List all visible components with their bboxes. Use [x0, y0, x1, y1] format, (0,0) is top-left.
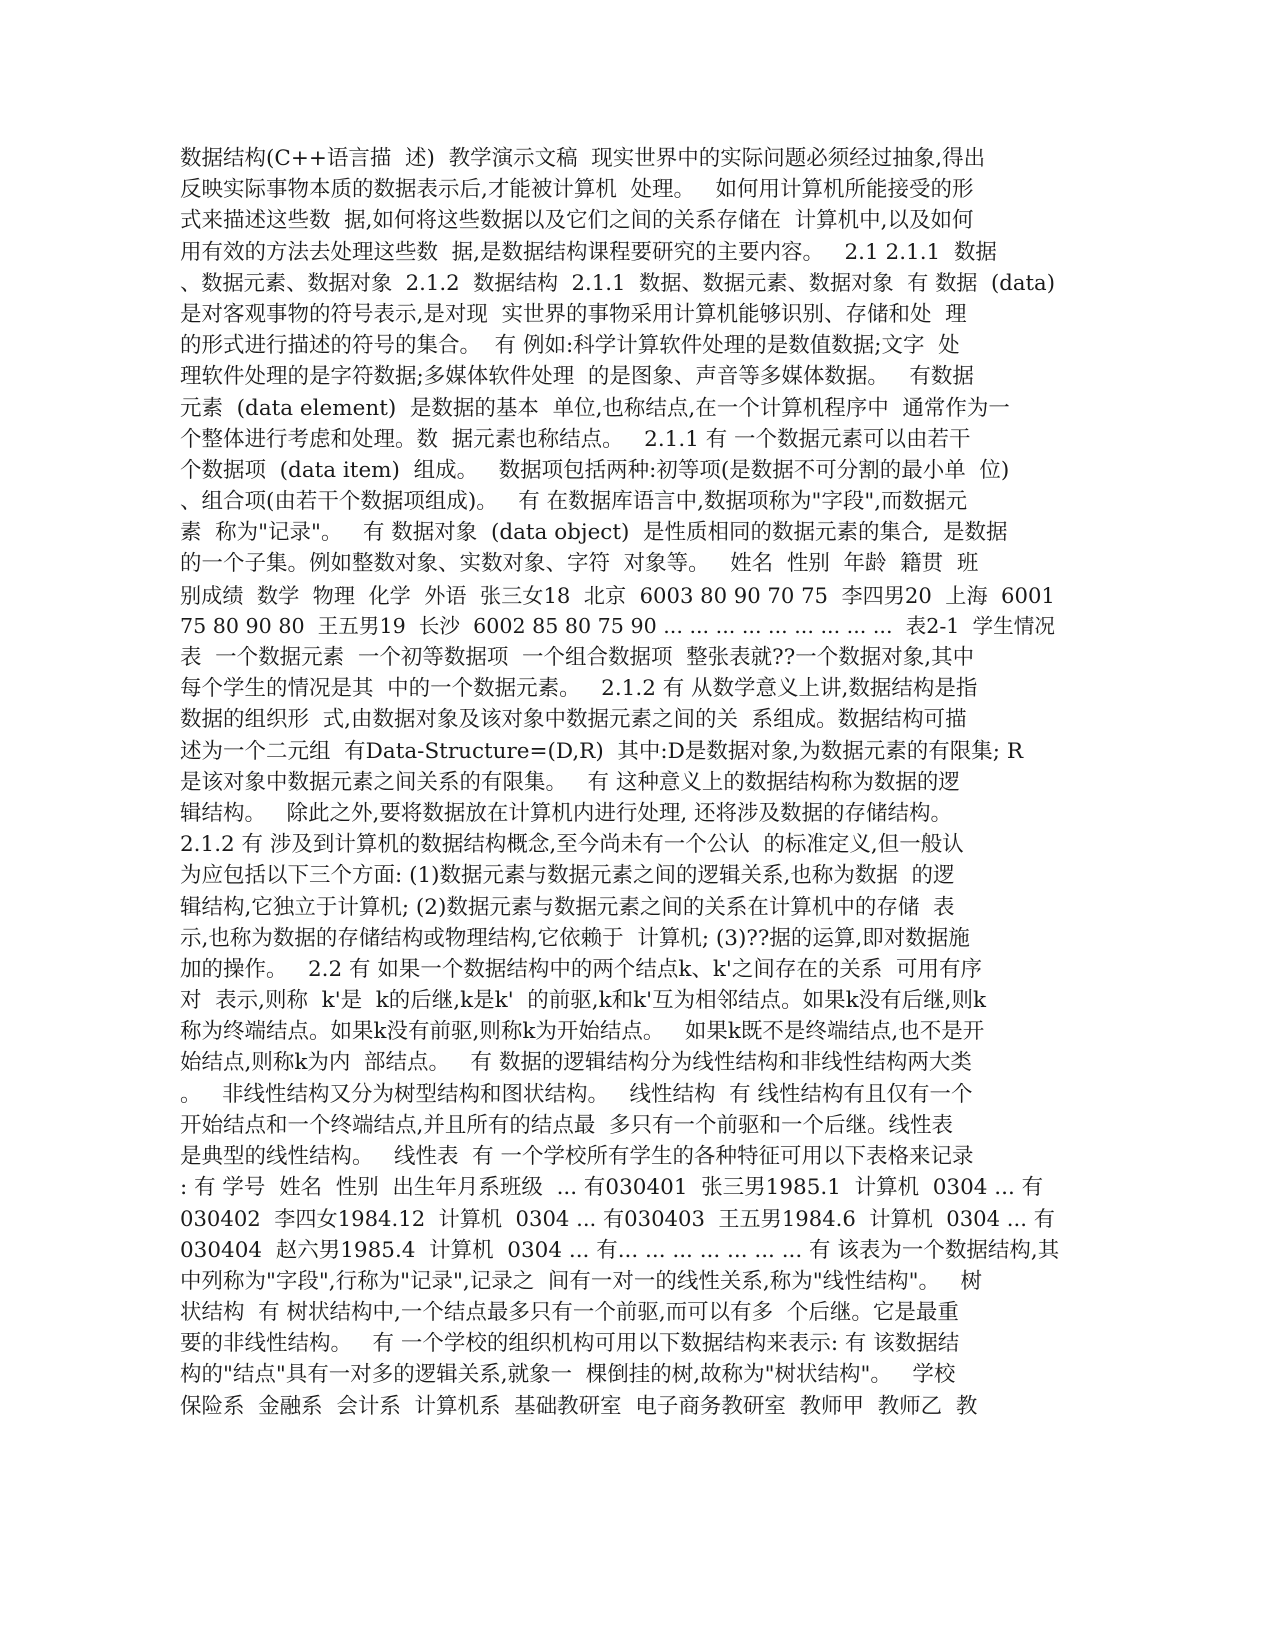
- text-line: 中列称为"字段",行称为"记录",记录之 间有一对一的线性关系,称为"线性结构"。 树: [180, 1268, 983, 1294]
- text-line: 状结构 有 树状结构中,一个结点最多只有一个前驱,而可以有多 个后继。它是最重: [180, 1299, 959, 1325]
- text-line: 辑结构。 除此之外,要将数据放在计算机内进行处理, 还将涉及数据的存储结构。: [180, 800, 953, 826]
- text-line: 的一个子集。例如整数对象、实数对象、字符 对象等。 姓名 性别 年龄 籍贯 班: [180, 551, 979, 577]
- text-line: 对 表示,则称 k'是 k的后继,k是k' 的前驱,k和k'互为相邻结点。如果k没有后继,则k: [180, 988, 986, 1014]
- text-line: 是对客观事物的符号表示,是对现 实世界的事物采用计算机能够识别、存储和处 理: [180, 301, 967, 327]
- text-line: 式来描述这些数 据,如何将这些数据以及它们之间的关系存储在 计算机中,以及如何: [180, 208, 974, 234]
- text-line: 反映实际事物本质的数据表示后,才能被计算机 处理。 如何用计算机所能接受的形: [180, 177, 974, 203]
- text-line: 述为一个二元组 有Data-Structure=(D,R) 其中:D是数据对象,为数据元素的有限集; R: [180, 738, 1024, 764]
- text-line: 要的非线性结构。 有 一个学校的组织机构可用以下数据结构来表示: 有 该数据结: [180, 1331, 960, 1357]
- text-line: 是该对象中数据元素之间关系的有限集。 有 这种意义上的数据结构称为数据的逻: [180, 769, 960, 795]
- text-line: 保险系 金融系 会计系 计算机系 基础教研室 电子商务教研室 教师甲 教师乙 教: [180, 1393, 978, 1419]
- text-line: 别成绩 数学 物理 化学 外语 张三女18 北京 6003 80 90 70 75 李四男20 上海 6001: [180, 582, 1055, 608]
- text-line: 、数据元素、数据对象 2.1.2 数据结构 2.1.1 数据、数据元素、数据对象 有 数据 (data): [180, 270, 1055, 296]
- text-line: 称为终端结点。如果k没有前驱,则称k为开始结点。 如果k既不是终端结点,也不是开: [180, 1019, 985, 1045]
- text-line: 元素 (data element) 是数据的基本 单位,也称结点,在一个计算机程序中 通常作为一: [180, 395, 1010, 421]
- text-line: : 有 学号 姓名 性别 出生年月系班级 ... 有030401 张三男1985.1 计算机 0304 ... 有: [180, 1175, 1044, 1201]
- text-line: 示,也称为数据的存储结构或物理结构,它依赖于 计算机; (3)??据的运算,即对数据施: [180, 925, 970, 951]
- text-line: 030402 李四女1984.12 计算机 0304 ... 有030403 王五男1984.6 计算机 0304 ... 有: [180, 1206, 1055, 1232]
- text-line: 素 称为"记录"。 有 数据对象 (data object) 是性质相同的数据元素的集合, 是数据: [180, 520, 1008, 546]
- text-line: 。 非线性结构又分为树型结构和图状结构。 线性结构 有 线性结构有且仅有一个: [180, 1081, 973, 1107]
- text-line: 辑结构,它独立于计算机; (2)数据元素与数据元素之间的关系在计算机中的存储 表: [180, 894, 955, 920]
- text-line: 始结点,则称k为内 部结点。 有 数据的逻辑结构分为线性结构和非线性结构两大类: [180, 1050, 972, 1076]
- text-line: 每个学生的情况是其 中的一个数据元素。 2.1.2 有 从数学意义上讲,数据结构是指: [180, 676, 978, 702]
- text-line: 75 80 90 80 王五男19 长沙 6002 85 80 75 90 ... ... ... ... ... ... ... ... ... 表2-1 学生情况: [180, 613, 1055, 638]
- text-line: 是典型的线性结构。 线性表 有 一个学校所有学生的各种特征可用以下表格来记录: [180, 1144, 974, 1169]
- text-line: 用有效的方法去处理这些数 据,是数据结构课程要研究的主要内容。 2.1 2.1.1 数据: [180, 239, 997, 265]
- text-line: 数据的组织形 式,由数据对象及该对象中数据元素之间的关 系组成。数据结构可描: [180, 707, 967, 733]
- text-line: 、组合项(由若干个数据项组成)。 有 在数据库语言中,数据项称为"字段",而数据元: [180, 489, 968, 515]
- text-line: 个数据项 (data item) 组成。 数据项包括两种:初等项(是数据不可分割的最小单 位): [180, 457, 1010, 483]
- text-line: 加的操作。 2.2 有 如果一个数据结构中的两个结点k、k'之间存在的关系 可用有序: [180, 956, 983, 982]
- text-line: 构的"结点"具有一对多的逻辑关系,就象一 棵倒挂的树,故称为"树状结构"。 学校: [180, 1362, 956, 1388]
- text-line: 数据结构(C++语言描 述) 教学演示文稿 现实世界中的实际问题必须经过抽象,得出: [180, 146, 986, 171]
- text-line: 个整体进行考虑和处理。数 据元素也称结点。 2.1.1 有 一个数据元素可以由若干: [180, 426, 971, 452]
- text-line: 2.1.2 有 涉及到计算机的数据结构概念,至今尚未有一个公认 的标准定义,但一般认: [180, 832, 964, 858]
- text-line: 开始结点和一个终端结点,并且所有的结点最 多只有一个前驱和一个后继。线性表: [180, 1112, 954, 1138]
- text-line: 理软件处理的是字符数据;多媒体软件处理 的是图象、声音等多媒体数据。 有数据: [180, 364, 974, 390]
- text-line: 为应包括以下三个方面: (1)数据元素与数据元素之间的逻辑关系,也称为数据 的逻: [180, 863, 955, 889]
- text-line: 的形式进行描述的符号的集合。 有 例如:科学计算软件处理的是数值数据;文字 处: [180, 333, 960, 359]
- document-body: [180, 143, 1060, 1422]
- text-line: 表 一个数据元素 一个初等数据项 一个组合数据项 整张表就??一个数据对象,其中: [180, 645, 975, 670]
- text-line: 030404 赵六男1985.4 计算机 0304 ... 有... ... ... ... ... ... ... 有 该表为一个数据结构,其: [180, 1237, 1060, 1263]
